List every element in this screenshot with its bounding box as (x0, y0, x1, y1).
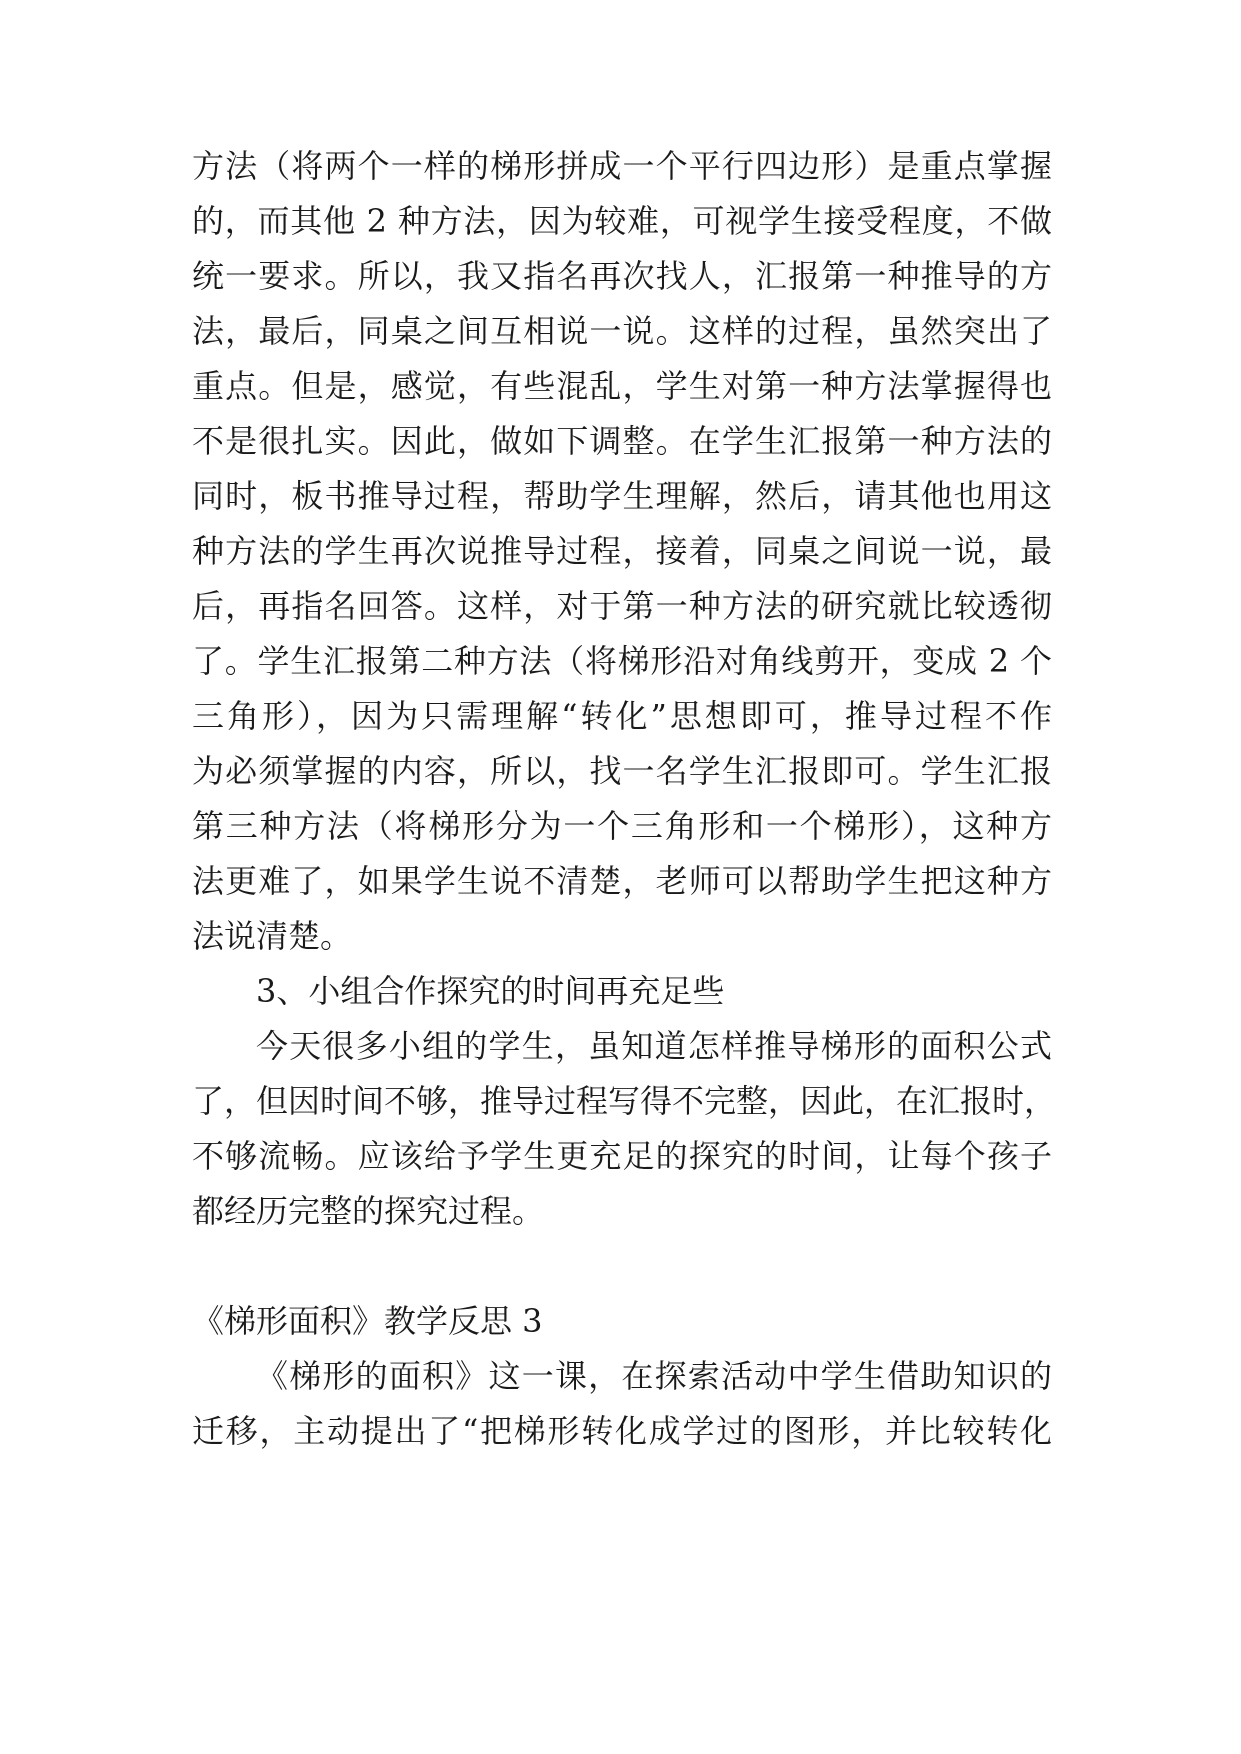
paragraph-1-line: 法，最后，同桌之间互相说一说。这样的过程，虽然突出了 (192, 312, 1052, 350)
paragraph-1-line: 第三种方法（将梯形分为一个三角形和一个梯形），这种方 (192, 807, 1052, 845)
paragraph-1-line: 法更难了，如果学生说不清楚，老师可以帮助学生把这种方 (192, 862, 1052, 900)
paragraph-2-line: 了，但因时间不够，推导过程写得不完整，因此，在汇报时， (192, 1082, 1057, 1120)
paragraph-1-line: 了。学生汇报第二种方法（将梯形沿对角线剪开，变成 2 个 (192, 642, 1052, 680)
paragraph-1-line: 为必须掌握的内容，所以，找一名学生汇报即可。学生汇报 (192, 752, 1052, 790)
paragraph-1-line: 统一要求。所以，我又指名再次找人，汇报第一种推导的方 (192, 257, 1052, 295)
subheading: 3、小组合作探究的时间再充足些 (256, 972, 725, 1010)
paragraph-1-line: 种方法的学生再次说推导过程，接着，同桌之间说一说，最 (192, 532, 1052, 570)
section-title: 《梯形面积》教学反思 3 (192, 1302, 543, 1340)
paragraph-1-line: 三角形），因为只需理解“转化”思想即可，推导过程不作 (192, 697, 1052, 735)
paragraph-1-line: 同时，板书推导过程，帮助学生理解，然后，请其他也用这 (192, 477, 1052, 515)
paragraph-1-line: 法说清楚。 (192, 917, 353, 955)
paragraph-2-line: 不够流畅。应该给予学生更充足的探究的时间，让每个孩子 (192, 1137, 1052, 1175)
paragraph-2-line: 都经历完整的探究过程。 (192, 1192, 545, 1230)
paragraph-3-line: 《梯形的面积》这一课，在探索活动中学生借助知识的 (256, 1357, 1052, 1395)
paragraph-2-line: 今天很多小组的学生，虽知道怎样推导梯形的面积公式 (256, 1027, 1052, 1065)
paragraph-1-line: 方法（将两个一样的梯形拼成一个平行四边形）是重点掌握 (192, 147, 1052, 185)
paragraph-1-line: 不是很扎实。因此，做如下调整。在学生汇报第一种方法的 (192, 422, 1052, 460)
paragraph-1-line: 的，而其他 2 种方法，因为较难，可视学生接受程度，不做 (192, 202, 1052, 240)
paragraph-3-line: 迁移，主动提出了“把梯形转化成学过的图形，并比较转化 (192, 1412, 1052, 1450)
paragraph-1-line: 重点。但是，感觉，有些混乱，学生对第一种方法掌握得也 (192, 367, 1052, 405)
paragraph-1-line: 后，再指名回答。这样，对于第一种方法的研究就比较透彻 (192, 587, 1052, 625)
